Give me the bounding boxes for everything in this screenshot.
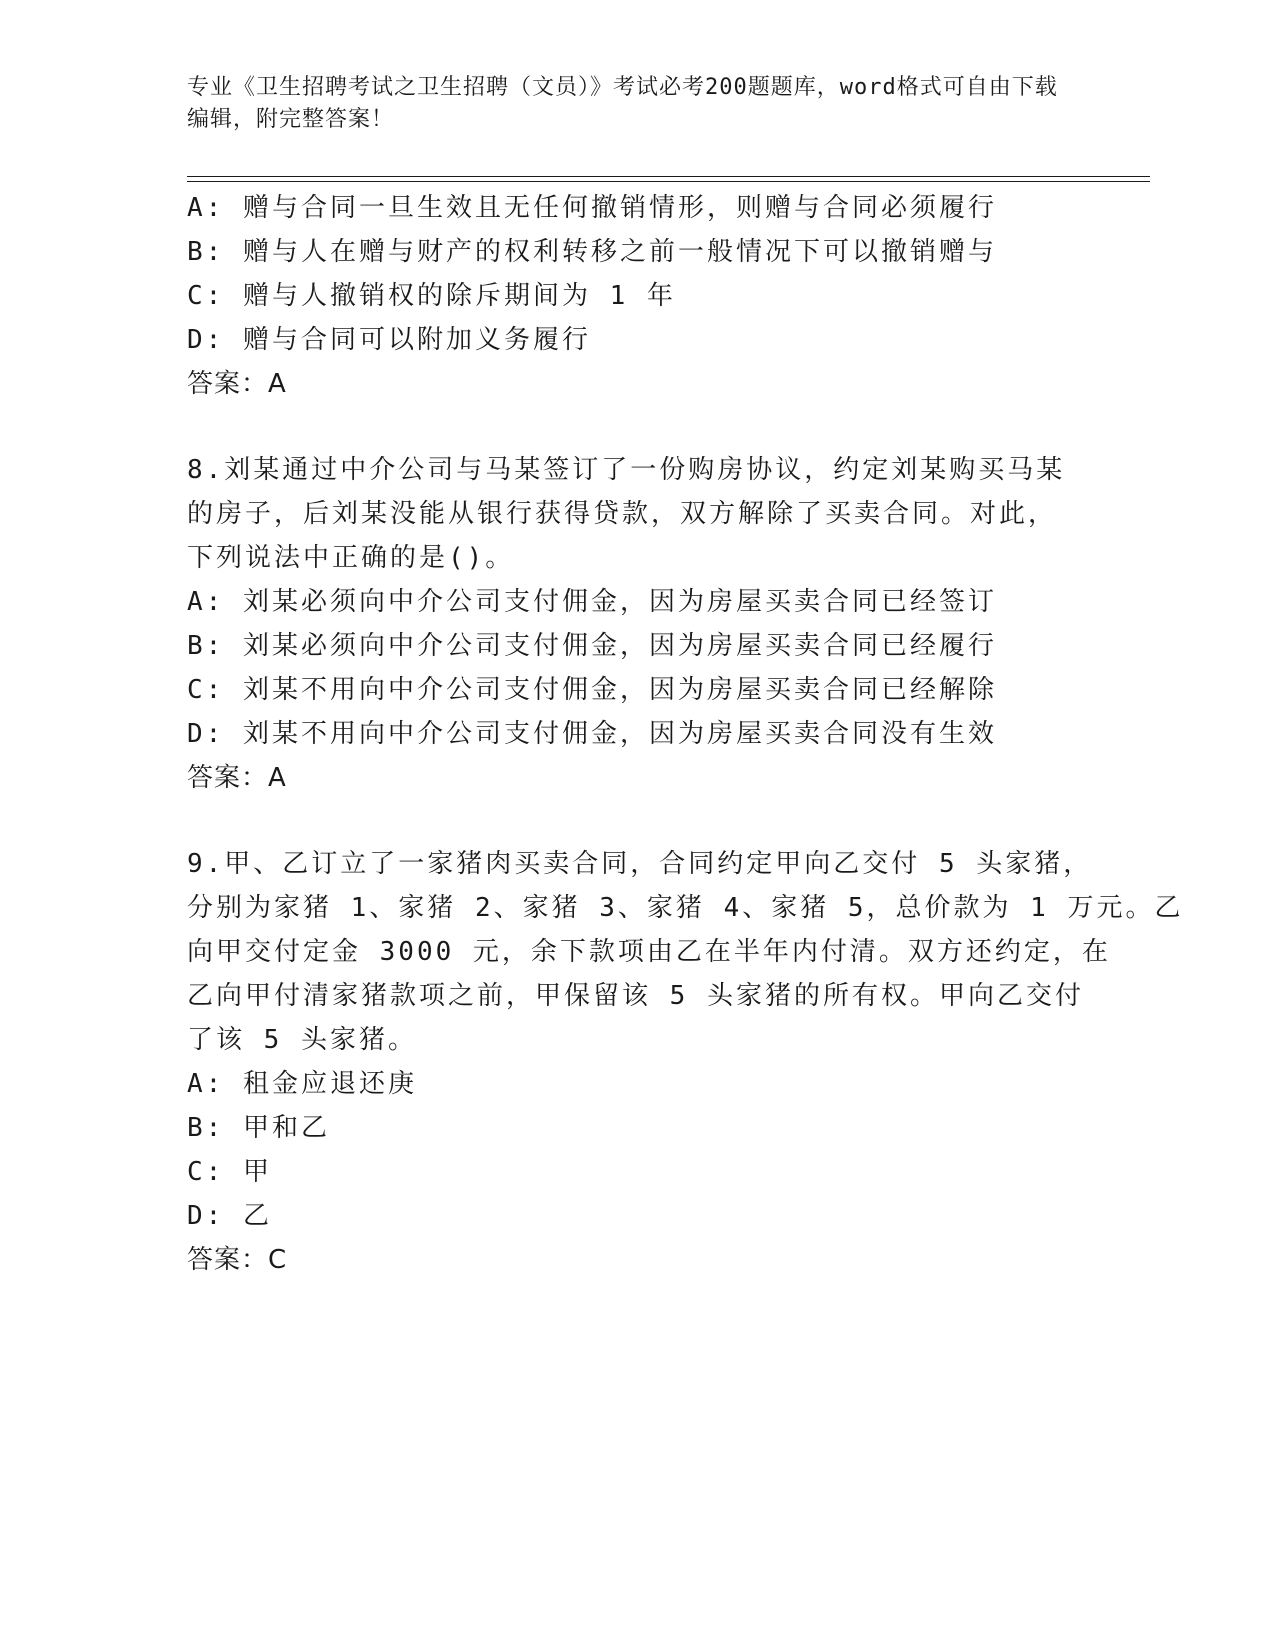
q9-option-d: D: 乙 <box>187 1201 272 1231</box>
q9-stem-line-4: 乙向甲付清家猪款项之前，甲保留该 5 头家猪的所有权。甲向乙交付 <box>187 981 1084 1011</box>
q7-answer: 答案：A <box>187 369 287 399</box>
q7-option-a: A: 赠与合同一旦生效且无任何撤销情形，则赠与合同必须履行 <box>187 193 997 223</box>
q7-option-c: C: 赠与人撤销权的除斥期间为 1 年 <box>187 281 676 311</box>
header-rule-top <box>187 176 1150 177</box>
q7-option-b: B: 赠与人在赠与财产的权利转移之前一般情况下可以撤销赠与 <box>187 237 997 267</box>
q9-stem-line-1: 9.甲、乙订立了一家猪肉买卖合同，合同约定甲向乙交付 5 头家猪， <box>187 849 1093 879</box>
q8-option-c: C: 刘某不用向中介公司支付佣金，因为房屋买卖合同已经解除 <box>187 675 997 705</box>
q9-stem-line-5: 了该 5 头家猪。 <box>187 1025 417 1055</box>
q9-option-b: B: 甲和乙 <box>187 1113 330 1143</box>
q8-stem-line-3: 下列说法中正确的是()。 <box>187 543 515 573</box>
q9-answer: 答案：C <box>187 1245 288 1275</box>
q8-stem-line-2: 的房子，后刘某没能从银行获得贷款，双方解除了买卖合同。对此， <box>187 499 1058 529</box>
q8-option-a: A: 刘某必须向中介公司支付佣金，因为房屋买卖合同已经签订 <box>187 587 997 617</box>
q8-answer: 答案：A <box>187 763 287 793</box>
q9-stem-line-3: 向甲交付定金 3000 元，余下款项由乙在半年内付清。双方还约定，在 <box>187 937 1111 967</box>
q7-option-d: D: 赠与合同可以附加义务履行 <box>187 325 591 355</box>
q9-stem-line-2: 分别为家猪 1、家猪 2、家猪 3、家猪 4、家猪 5，总价款为 1 万元。乙 <box>187 893 1184 923</box>
document-header: 专业《卫生招聘考试之卫生招聘（文员）》考试必考200题题库，word格式可自由下载编辑，附完整答案！ <box>187 75 1058 132</box>
q9-option-a: A: 租金应退还庚 <box>187 1069 417 1099</box>
q8-option-b: B: 刘某必须向中介公司支付佣金，因为房屋买卖合同已经履行 <box>187 631 997 661</box>
q8-stem-line-1: 8.刘某通过中介公司与马某签订了一份购房协议，约定刘某购买马某 <box>187 455 1066 485</box>
q9-option-c: C: 甲 <box>187 1157 272 1187</box>
q8-option-d: D: 刘某不用向中介公司支付佣金，因为房屋买卖合同没有生效 <box>187 719 997 749</box>
header-rule-bottom <box>187 181 1150 182</box>
